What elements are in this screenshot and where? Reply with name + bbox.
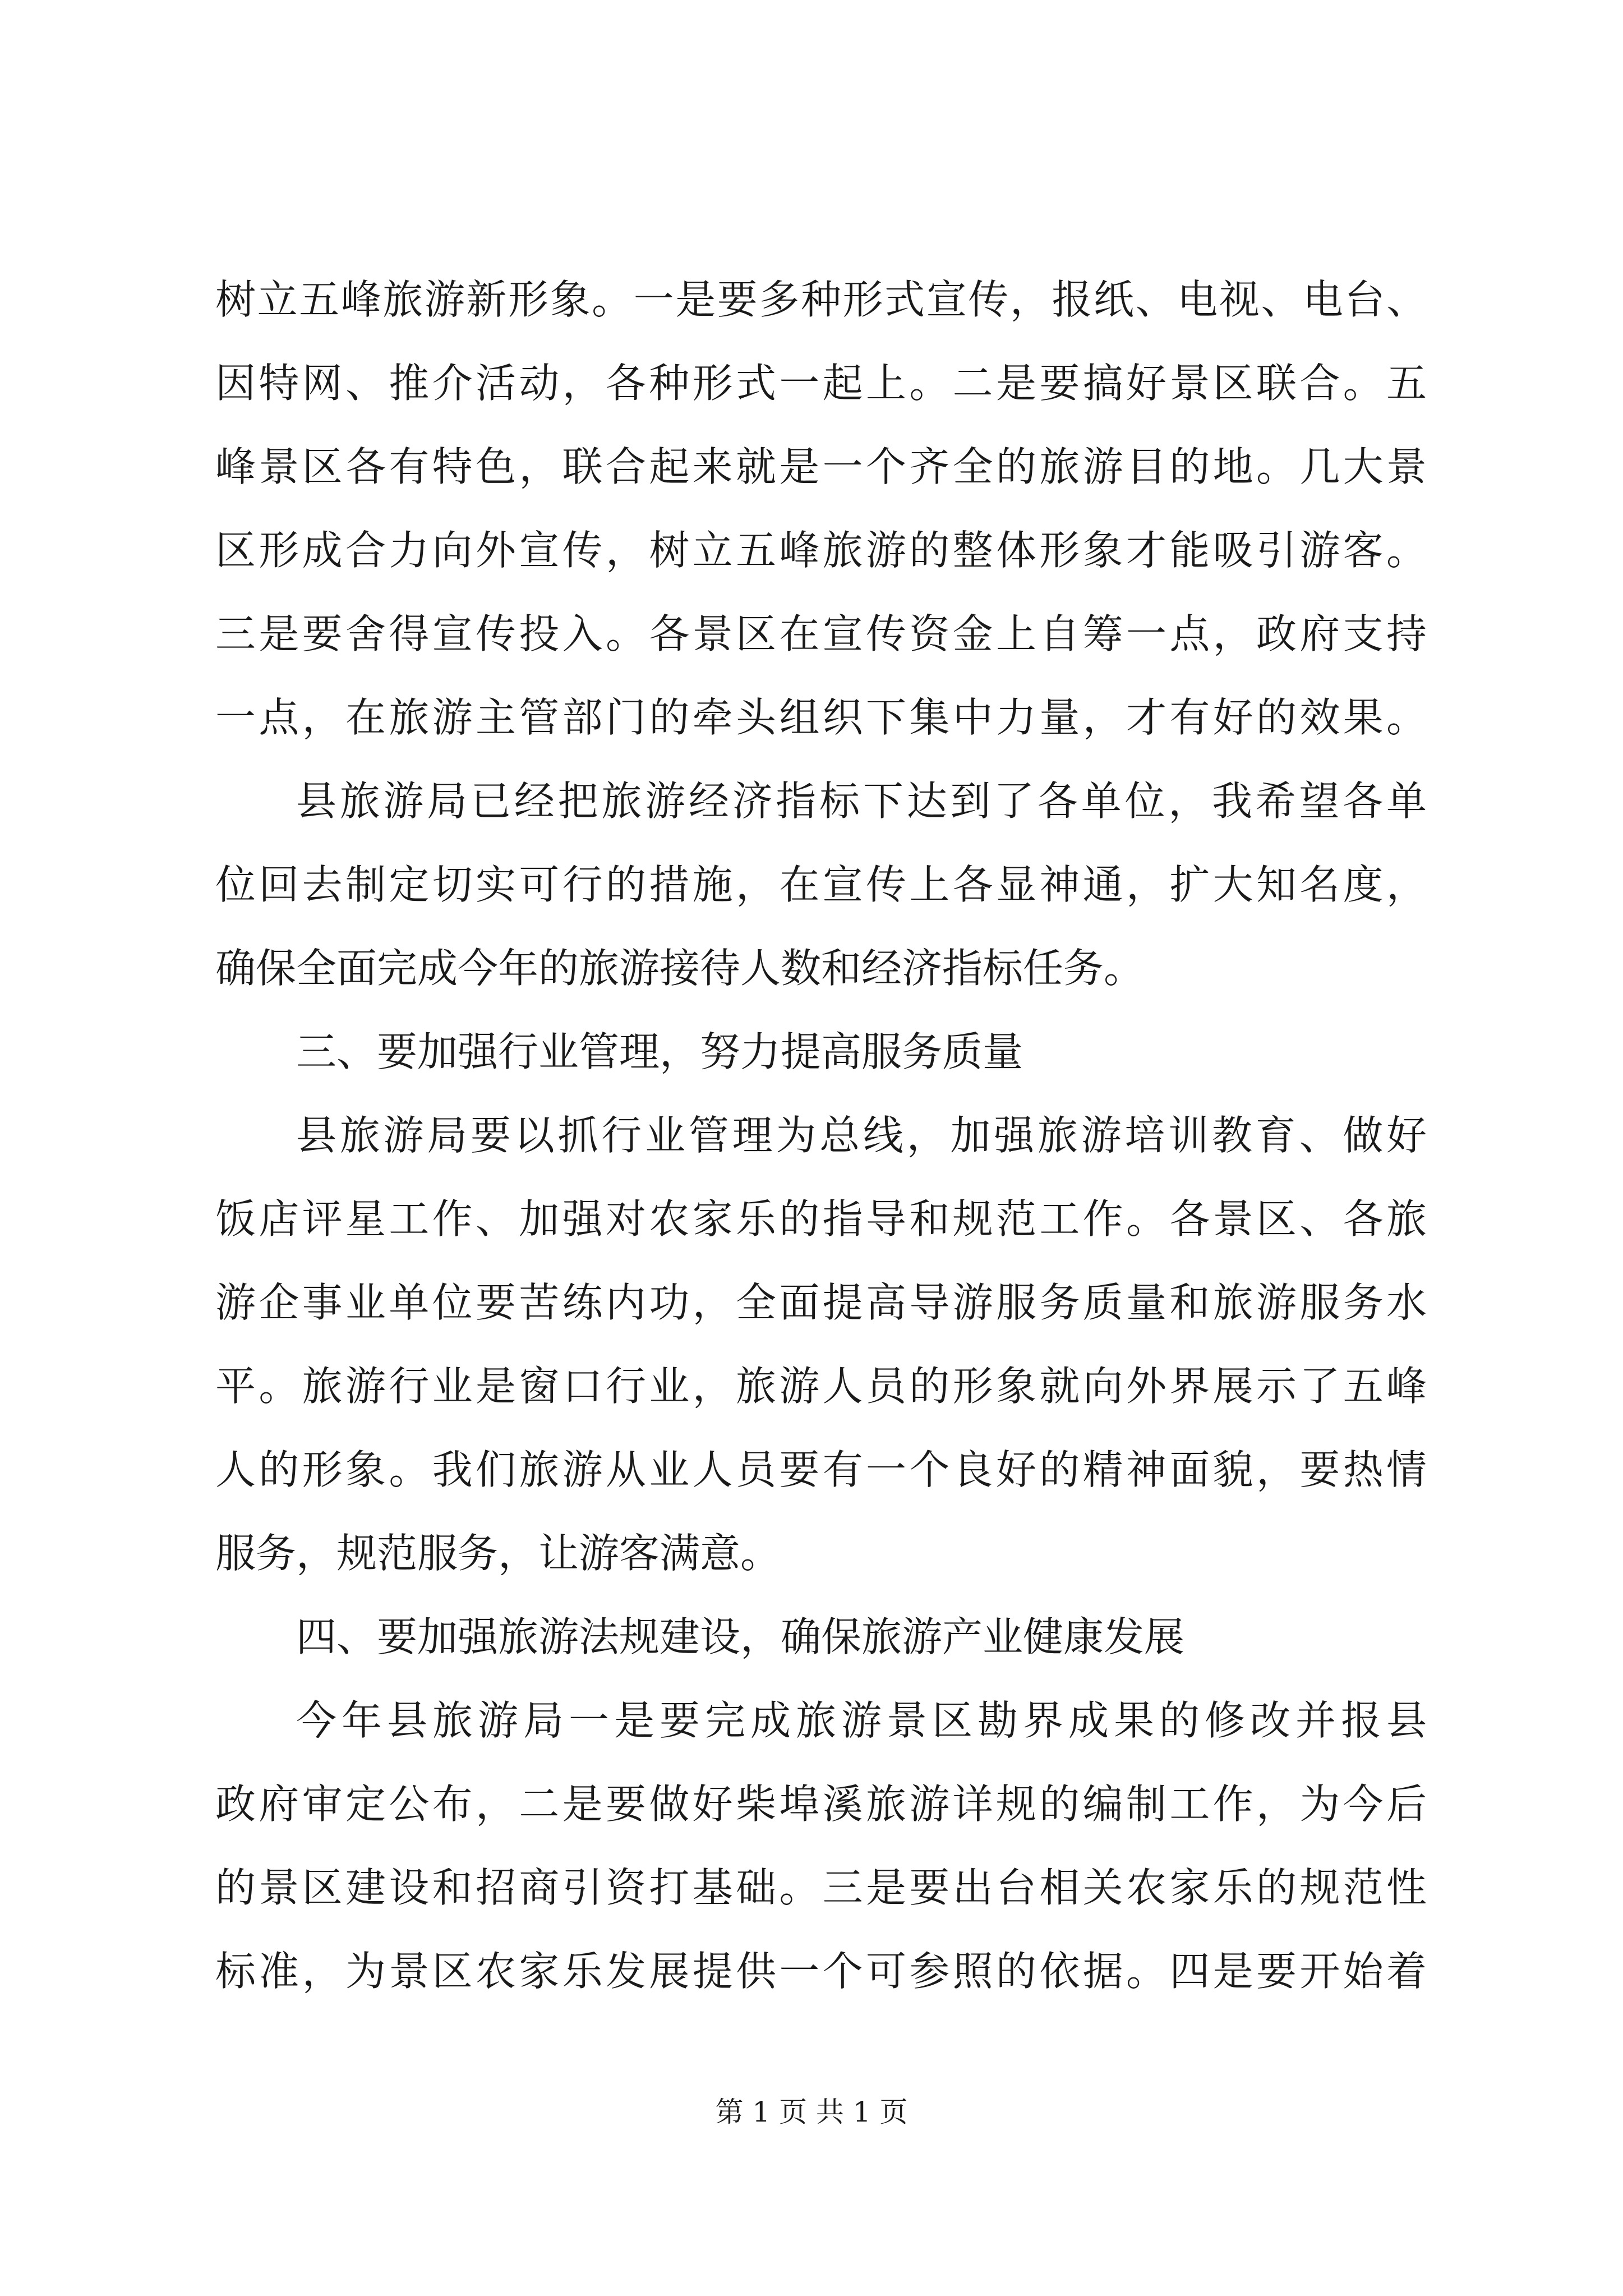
text-line: 的景区建设和招商引资打基础。三是要出台相关农家乐的规范性: [215, 1864, 1427, 1911]
text-line: 标准，为景区农家乐发展提供一个可参照的依据。四是要开始着: [215, 1948, 1427, 1995]
document-body: [215, 258, 1427, 2013]
text-line: 平。旅游行业是窗口行业，旅游人员的形象就向外界展示了五峰: [215, 1363, 1427, 1410]
paragraph-first-line: 今年县旅游局一是要完成旅游景区勘界成果的修改并报县: [296, 1697, 1427, 1744]
text-line: 因特网、推介活动，各种形式一起上。二是要搞好景区联合。五: [215, 360, 1427, 407]
section-heading: 四、要加强旅游法规建设，确保旅游产业健康发展: [296, 1613, 1185, 1660]
text-line: 饭店评星工作、加强对农家乐的指导和规范工作。各景区、各旅: [215, 1195, 1427, 1243]
page-footer: [0, 2095, 1623, 2129]
text-line: 树立五峰旅游新形象。一是要多种形式宣传，报纸、电视、电台、: [215, 276, 1427, 323]
text-line: 区形成合力向外宣传，树立五峰旅游的整体形象才能吸引游客。: [215, 527, 1427, 574]
text-line: 三是要舍得宣传投入。各景区在宣传资金上自筹一点，政府支持: [215, 610, 1427, 657]
text-line: 游企事业单位要苦练内功，全面提高导游服务质量和旅游服务水: [215, 1279, 1427, 1326]
paragraph-first-line: 县旅游局要以抓行业管理为总线，加强旅游培训教育、做好: [296, 1112, 1427, 1159]
paragraph-last-line: 服务，规范服务，让游客满意。: [215, 1530, 781, 1577]
text-line: 一点，在旅游主管部门的牵头组织下集中力量，才有好的效果。: [215, 694, 1427, 741]
paragraph-first-line: 县旅游局已经把旅游经济指标下达到了各单位，我希望各单: [296, 777, 1427, 825]
text-line: 人的形象。我们旅游从业人员要有一个良好的精神面貌，要热情: [215, 1446, 1427, 1493]
page-number-label: 第 1 页 共 1 页: [715, 2096, 908, 2128]
text-line: 峰景区各有特色，联合起来就是一个齐全的旅游目的地。几大景: [215, 443, 1427, 490]
text-line: 位回去制定切实可行的措施，在宣传上各显神通，扩大知名度，: [215, 861, 1427, 908]
paragraph-last-line: 确保全面完成今年的旅游接待人数和经济指标任务。: [215, 945, 1145, 992]
section-heading: 三、要加强行业管理，努力提高服务质量: [296, 1028, 1023, 1075]
text-line: 政府审定公布，二是要做好柴埠溪旅游详规的编制工作，为今后: [215, 1780, 1427, 1828]
